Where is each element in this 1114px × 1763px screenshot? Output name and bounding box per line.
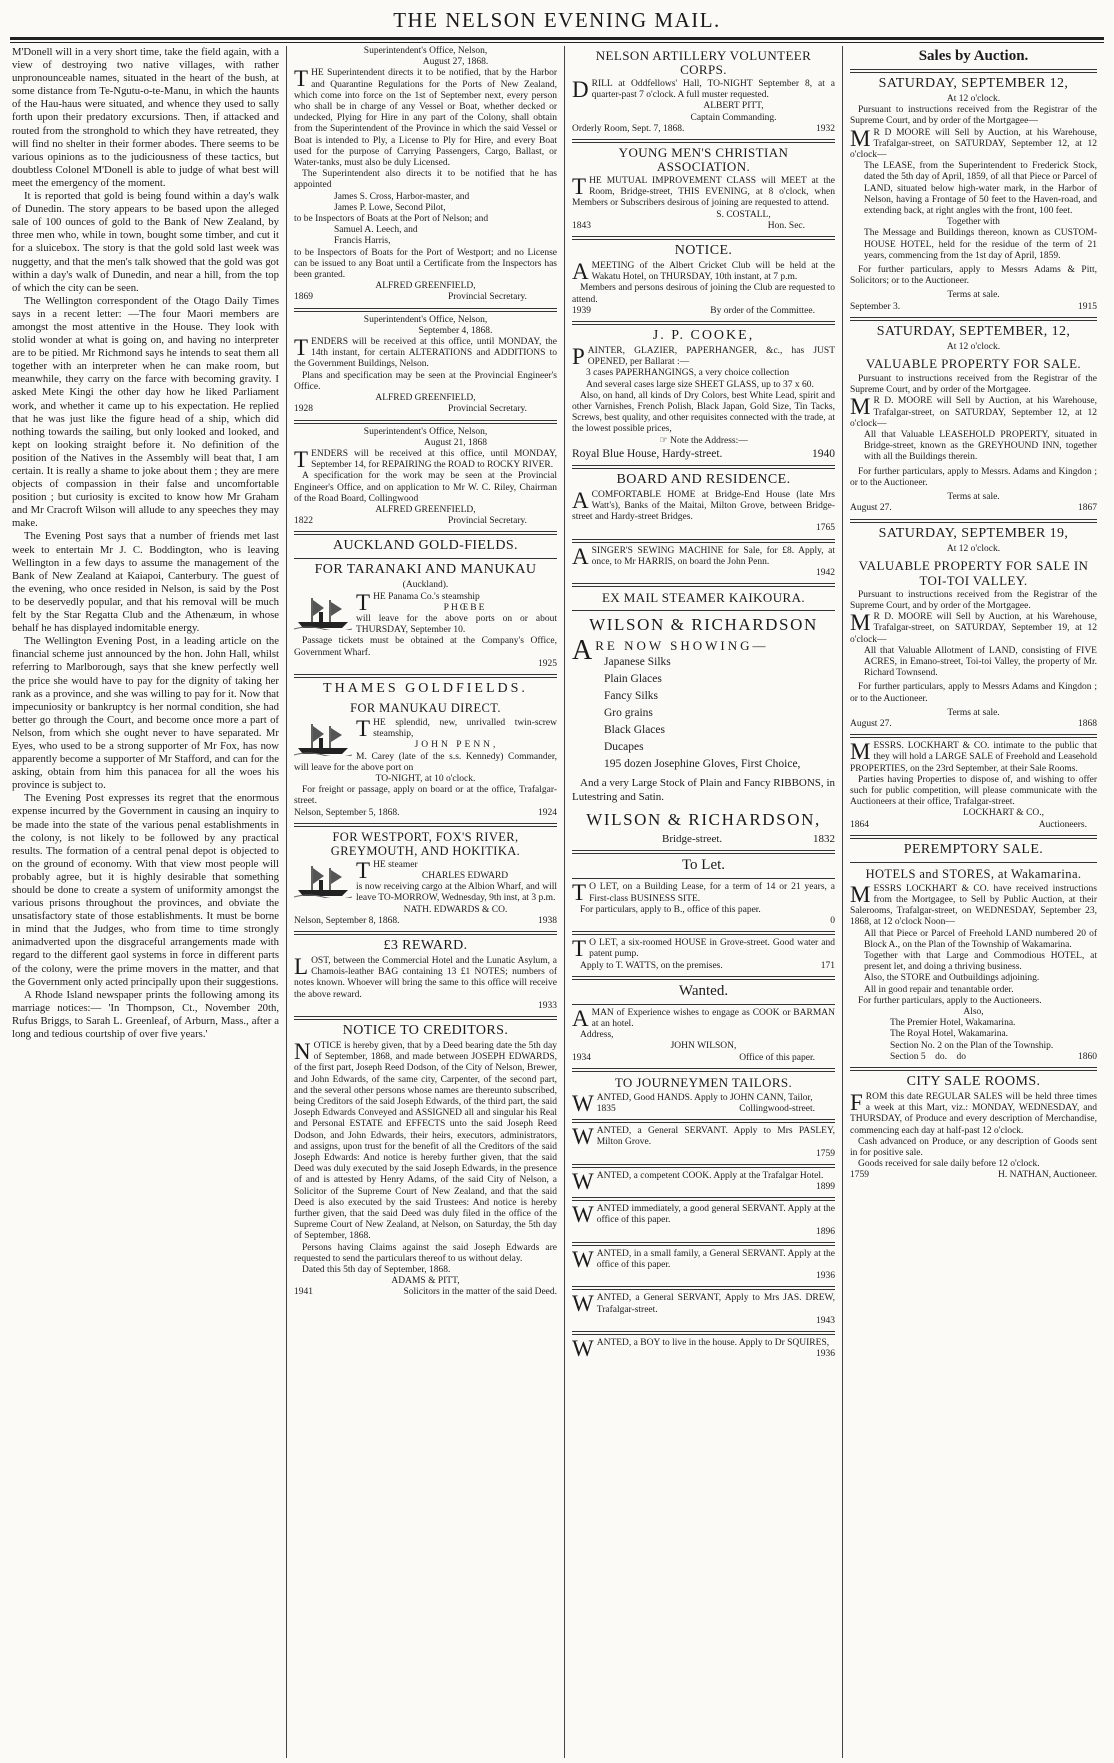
- notice-to-creditors: [294, 1023, 557, 1299]
- text-col3-wanted-5-ref: 1936: [816, 1349, 835, 1360]
- text-col3-b6-body: SINGER'S SEWING MACHINE for Sale, for £8. Apply, at once, to Mr HARRIS, on board the John Penn.: [591, 545, 835, 567]
- text-col3-wanted-1-ref: 1899: [816, 1181, 835, 1192]
- text-col2-a9-drop: N: [294, 1039, 311, 1065]
- text-col2-a5-body2: Passage tickets must be obtained at the Company's Office, Government Wharf.: [294, 636, 557, 658]
- ads-to-let: [572, 857, 835, 971]
- text-col2-a2-role: Provincial Secretary.: [447, 404, 527, 415]
- text-col3-b7-items-3: Gro grains: [604, 707, 653, 720]
- ads-wanted: [572, 983, 835, 1361]
- news-paragraph: M'Donell will in a very short time, take the field again, with a view of destroying two native villages, with rather unpronounceable names, situated in the heart of the bush, at some distance from Te-Ngutu-o-te-Manu, in which the haunts of the Hau-haus were situated, and whence they used to sally forth upon their predatory excursions. Then, if attacked and routed from the stronghold to which they have retreated, they will find no shelter in their former abodes. There seems to be various opinions as to the judiciousness of these tactics, but doubtless Colonel M'Donell is able to judge of what best will meet the emergency of the moment.: [12, 46, 279, 189]
- text-col3-wanted-4-body: ANTED, a General SERVANT, Apply to Mrs JAS. DREW, Trafalgar-street.: [596, 1293, 835, 1315]
- text-col4-d3-ref: 1868: [1078, 718, 1097, 729]
- text-col4-d3-subtitle: VALUABLE PROPERTY FOR SALE IN TOI-TOI VALLEY.: [858, 557, 1089, 588]
- text-col3-b10-body: MAN of Experience wishes to engage as COOK or BARMAN at an hotel.: [591, 1007, 835, 1029]
- text-col4-d3-drop: M: [850, 610, 871, 636]
- steamship-icon: [294, 720, 352, 756]
- ad-cricket-notice: [572, 243, 835, 317]
- text-col3-wanted-1-drop: W: [572, 1168, 594, 1194]
- text-col2-a5-line1: HE Panama Co.'s steamship: [373, 591, 480, 602]
- text-col2-a6-time: TO-NIGHT, at 10 o'clock.: [375, 773, 476, 784]
- text-col2-a7-title: FOR WESTPORT, FOX'S RIVER, GREYMOUTH, AND HOKITIKA.: [330, 829, 521, 858]
- text-col2-a2-dateline1: Superintendent's Office, Nelson,: [363, 314, 488, 325]
- text-col2-a6-subtitle: FOR MANUKAU DIRECT.: [350, 700, 501, 715]
- text-col2-a7-drop: T: [356, 857, 371, 883]
- text-col3-b10-drop: A: [572, 1005, 589, 1031]
- text-col4-d2-lot: All that Valuable LEASEHOLD PROPERTY, situated in Bridge-street, known as the GREYHOUND INN, together with all the Buildings therein.: [864, 430, 1097, 463]
- text-col2-a1-names2: James P. Lowe, Second Pilot,: [334, 202, 446, 213]
- text-col3-b7-firm: WILSON & RICHARDSON: [589, 615, 818, 635]
- text-col3-wanted-4-ref: 1943: [816, 1315, 835, 1326]
- text-col3-b7-items-4: Black Glaces: [604, 724, 665, 737]
- text-col2-a2-body: ENDERS will be received at this office, until MONDAY, the 14th instant, for certain ALTERATIONS and ADDITIONS to the Government Buildings, Nelson.: [294, 337, 557, 370]
- text-col4-d1-together: Together with: [947, 217, 1000, 228]
- text-col3-b11-body: ANTED, Good HANDS. Apply to JOHN CANN, Tailor,: [596, 1092, 813, 1103]
- text-col4-d5-lot3: Also, the STORE and Outbuildings adjoining.: [864, 973, 1040, 984]
- text-col2-a6-drop: T: [356, 715, 371, 741]
- text-col4-d2-further: For further particulars, apply to Messrs. Adams and Kingdon ; or to the Auctioneer.: [850, 466, 1097, 488]
- text-col2-a1-role: Provincial Secretary.: [447, 292, 527, 303]
- text-col3-b7-items-5: Ducapes: [604, 741, 644, 754]
- text-col4-d5-drop: M: [850, 881, 871, 907]
- text-col4-d2-body: R D. MOORE will Sell by Auction, at his Warehouse, Trafalgar-street, on SATURDAY, September 12, at 12 o'clock—: [850, 396, 1097, 429]
- text-col4-d6-title: CITY SALE ROOMS.: [906, 1074, 1041, 1090]
- text-col4-d3-further: For further particulars, apply to Messrs Adams and Kingdon ; or to the Auctioneer.: [850, 682, 1097, 704]
- text-col3-b3-role: By order of the Committee.: [710, 305, 815, 316]
- text-col3-b2-signer: S. COSTALL,: [716, 209, 771, 220]
- text-col4-d2-subtitle: VALUABLE PROPERTY FOR SALE.: [865, 356, 1082, 372]
- text-col2-a9-title: NOTICE TO CREDITORS.: [342, 1023, 509, 1039]
- text-col4-d5-also3: The Royal Hotel, Wakamarina.: [890, 1029, 1009, 1040]
- column-notices: [286, 46, 564, 1758]
- text-col4-d6-signer: H. NATHAN, Auctioneer.: [998, 1170, 1097, 1181]
- text-col4-d4-body2: Parties having Properties to dispose of, and wishing to offer such for public competition, will please communicate with the Auctioneers at their office, Trafalgar-street.: [850, 774, 1097, 808]
- text-col2-a9-signer: ADAMS & PITT,: [391, 1276, 460, 1287]
- ad-artillery: [572, 49, 835, 135]
- text-col3-wanted-3-ref: 1936: [816, 1271, 835, 1282]
- text-col4-d2-date: August 27.: [850, 503, 892, 514]
- text-col4-d2-time: At 12 o'clock.: [946, 341, 1001, 352]
- text-col2-a3-signer: ALFRED GREENFIELD,: [375, 504, 476, 515]
- column-advertisements: [564, 46, 842, 1758]
- text-col3-b4-address: Royal Blue House, Hardy-street.: [572, 447, 723, 460]
- text-col4-d4-signer: LOCKHART & CO.,: [962, 808, 1045, 819]
- text-col3-b7-items-0: Japanese Silks: [604, 656, 671, 669]
- text-col4-d5-also: Also,: [963, 1007, 984, 1017]
- text-col2-a2-drop: T: [294, 335, 309, 361]
- text-col4-d1-intro: Pursuant to instructions received from the Registrar of the Supreme Court, and by order of the Mortgagee—: [850, 105, 1097, 127]
- text-col2-a7-date: Nelson, September 8, 1868.: [294, 915, 400, 926]
- text-col3-b4-drop: P: [572, 344, 585, 370]
- text-col4-d1-title: SATURDAY, SEPTEMBER 12,: [878, 76, 1069, 91]
- text-col3-b10-role: Office of this paper.: [739, 1052, 815, 1063]
- text-col4-d1-terms: Terms at sale.: [947, 290, 1000, 301]
- text-col2-a2-ref: 1928: [294, 404, 313, 415]
- text-col4-d6-body2: Cash advanced on Produce, or any description of Goods sent in for positive sale.: [850, 1136, 1097, 1159]
- text-col4-d1-lot: The LEASE, from the Superintendent to Frederick Stock, dated the 5th day of April, 1859, of all that Piece or Parcel of LAND, situated below high-water mark, in the Harbor of Nelson, having a Frontage of 50 feet to the Haven-road, and extending back, at right angles with the front, 100 feet.: [864, 161, 1097, 217]
- text-col4-d5-also5b: do.: [935, 1051, 947, 1062]
- text-col3-b11-role: Collingwood-street.: [739, 1103, 815, 1114]
- text-col2-a1-names4: Francis Harris,: [334, 236, 391, 247]
- text-col4-d4-body: ESSRS. LOCKHART & CO. intimate to the public that they will hold a LARGE SALE of Freehold and Leasehold PROPERTIES, on the 23rd September, at their Sale Rooms.: [850, 741, 1097, 774]
- text-col3-b7-items-2: Fancy Silks: [604, 690, 658, 703]
- text-col3-b3-drop: A: [572, 259, 589, 285]
- ad-lockhart-sale: [850, 741, 1097, 831]
- text-col4-d1-ref: 1915: [1078, 301, 1097, 312]
- text-col3-b7-body: And a very Large Stock of Plain and Fancy RIBBONS, in Lutestring and Satin.: [572, 777, 835, 804]
- notice-harbor: [294, 46, 557, 304]
- text-col3-b5-ref: 1765: [816, 523, 835, 534]
- notice-tenders-buildings: [294, 315, 557, 416]
- text-col3-b9-ref: 171: [820, 960, 835, 971]
- ad-steamer-john-penn: [294, 681, 557, 819]
- text-col2-a1-body2: The Superintendent also directs it to be notified that he has appointed: [294, 169, 557, 191]
- text-col4-d5-also5a: Section 5: [890, 1051, 926, 1062]
- text-col4-d2-drop: M: [850, 394, 871, 420]
- text-col4-d4-ref: 1864: [850, 819, 869, 830]
- text-col2-a1-names1: James S. Cross, Harbor-master, and: [334, 191, 470, 202]
- text-col3-wanted-0-body: ANTED, a General SERVANT. Apply to Mrs PASLEY, Milton Grove.: [596, 1126, 835, 1148]
- text-col3-b5-drop: A: [572, 487, 589, 513]
- text-col3-wanted-5-drop: W: [572, 1335, 594, 1361]
- text-col2-a8-title: £3 REWARD.: [383, 938, 468, 953]
- text-col3-b2-drop: T: [572, 174, 587, 200]
- masthead-title: THE NELSON EVENING MAIL.: [393, 8, 721, 32]
- text-col2-a2-dateline2: September 4, 1868.: [418, 325, 493, 336]
- text-col2-a1-body: HE Superintendent directs it to be notified, that by the Harbor and Quarantine Regulations for the Ports of New Zealand, which come into force on the 1st of September next, every person who shall be in charge of any Vessel or Boat, whether decked or undecked, Plying for Hire in any part of the Colony, shall obtain from the Superintendent of the Province in which the said Vessel or Boat is intended to Ply, a License to Ply for Hire, and every Boat used for the purpose of Carrying Passengers, Cargo, Ballast, or Water-tanks, must also be duly Licensed.: [294, 68, 557, 169]
- text-col2-a1-ref: 1869: [294, 292, 313, 303]
- text-col2-a1-names3: Samuel A. Leech, and: [334, 225, 418, 236]
- text-col3-b8-body2: For particulars, apply to B., office of this paper.: [580, 904, 761, 915]
- text-col2-a6-body: M. Carey (late of the s.s. Kennedy) Commander, will leave for the above port on: [294, 751, 557, 773]
- text-col3-b10-address: Address,: [580, 1030, 614, 1041]
- ad-sewing-machine: [572, 543, 835, 580]
- text-col3-b2-ref: 1843: [572, 220, 591, 231]
- ad-board-residence: [572, 472, 835, 535]
- text-col2-a1-dateline1: Superintendent's Office, Nelson,: [363, 46, 488, 56]
- text-col2-a3-body: ENDERS will be received at this office, until MONDAY, September 14, for REPAIRING the ROAD to ROCKY RIVER.: [311, 448, 557, 471]
- text-col4-d6-body3: Goods received for sale daily before 12 o'clock.: [858, 1159, 1040, 1170]
- text-col2-a9-role: Solicitors in the matter of the said Deed.: [403, 1287, 557, 1298]
- text-col3-b1-ref: 1932: [816, 123, 835, 134]
- text-col2-a5-ship: PHŒBE: [443, 602, 487, 613]
- text-col3-b10-signer: JOHN WILSON,: [670, 1041, 737, 1052]
- text-col3-b2-body: HE MUTUAL IMPROVEMENT CLASS will MEET at the Room, Bridge-street, THIS EVENING, at 8 o'clock, when Members or Subscribers desirous of joining are requested to attend.: [572, 176, 835, 209]
- text-col3-wanted-0-ref: 1759: [816, 1148, 835, 1159]
- text-col4-d1-drop: M: [850, 125, 871, 151]
- ad-ymca: [572, 146, 835, 232]
- text-col3-b11-title: TO JOURNEYMEN TAILORS.: [614, 1074, 793, 1090]
- text-col3-b11-drop: W: [572, 1090, 594, 1116]
- text-col2-a6-ref: 1924: [538, 807, 557, 818]
- text-col3-b3-ref: 1939: [572, 305, 591, 316]
- text-col3-b11-ref: 1835: [596, 1103, 616, 1114]
- text-col4-d6-ref: 1759: [850, 1170, 869, 1181]
- text-col3-b5-body: COMFORTABLE HOME at Bridge-End House (late Mrs Watt's), Banks of the Maitai, Milton Grove, between Bridge-street and Hardy-street Bridges.: [572, 489, 835, 523]
- text-col4-d3-body: R D. MOORE will Sell by Auction, at his Warehouse, Trafalgar-street, on SATURDAY, September 19, at 12 o'clock—: [850, 612, 1097, 645]
- text-col2-a6-title: THAMES GOLDFIELDS.: [323, 680, 528, 696]
- text-col2-a3-body2: A specification for the work may be seen at the Provincial Engineer's Office, and on application to Mr W. C. Riley, Chairman of the Road Board, Collingwood: [294, 471, 557, 504]
- text-col2-a8-body: OST, between the Commercial Hotel and the Lunatic Asylum, a Chamois-leather BAG containing 13 £1 NOTES; numbers of notes known. Whoever will bring the same to this office will receive the above reward.: [294, 956, 557, 1000]
- text-col3-b9-drop: T: [572, 936, 587, 962]
- text-col4-d5-title: PEREMPTORY SALE.: [903, 841, 1044, 857]
- text-col4-d6-drop: F: [850, 1090, 863, 1116]
- text-col4-d5-lot2: Together with that Large and Commodious HOTEL, at present let, and doing a thriving business.: [864, 950, 1097, 973]
- text-col3-wanted-3-body: ANTED, in a small family, a General SERVANT. Apply at the office of this paper.: [596, 1248, 835, 1270]
- text-col3-b1-drop: D: [572, 77, 589, 102]
- text-col2-a8-ref: 1933: [538, 1000, 557, 1011]
- text-col3-wanted-2-drop: W: [572, 1202, 594, 1228]
- text-col4-d4-role: Auctioneers.: [1038, 819, 1087, 830]
- text-col2-a1-body4: to be Inspectors of Boats for the Port of Westport; and no License can be issued to any Boat until a Certificate from the Inspectors has been granted.: [294, 247, 557, 281]
- text-col3-b7-firm2: WILSON & RICHARDSON,: [586, 810, 821, 830]
- text-col2-a1-drop: T: [294, 66, 309, 92]
- text-col3-b7-showing: RE NOW SHOWING—: [595, 638, 769, 654]
- news-paragraph: The Wellington Evening Post, in a leading article on the financial scheme just announced by the hon. John Hall, whilst referring to Marlborough, says that she knew perfectly well the price she would have to pay for the dignity of taking her rank as a province, and she was willing to pay for it. Now that impecuniosity or bankruptcy is her normal condition, she had better go through the Court, and become once more a part of Nelson, from which she ought never to have separated. Mr Eyes, who used to be a strong supporter of Mr Fox, has now apparently become a supporter of Mr Stafford, and can for the asking, obtain from him this panacea for all the woes his province is subject to.: [12, 635, 279, 792]
- text-col3-wanted-0-drop: W: [572, 1124, 594, 1150]
- text-col3-b7-title: EX MAIL STEAMER KAIKOURA.: [601, 590, 806, 606]
- text-col3-b4-body2: Also, on hand, all kinds of Dry Colors, best White Lead, spirit and other Varnishes, French Polish, Black Japan, Gold Size, Tin Tacks, Screws, best quality, and other requisites connected with the trade, at the lowest possible prices,: [572, 390, 835, 435]
- text-col2-a5-drop: T: [356, 589, 371, 615]
- text-col4-d6-body: ROM this date REGULAR SALES will be held three times a week at this Mart, viz.: MONDAY, WEDNESDAY, and THURSDAY, of Produce and every description of Merchandise, commencing each day at half-past 12 o'clock.: [850, 1092, 1097, 1136]
- text-col3-b1-body: RILL at Oddfellows' Hall, TO-NIGHT September 8, at a quarter-past 7 o'clock. A full muster requested.: [591, 79, 835, 101]
- news-paragraph: The Evening Post says that a number of friends met last week to entertain Mr J. C. Boddington, who is leaving Wellington in a few days to assume the management of the Bank of New Zealand at Kaiapoi, Canterbury. The guest of the evening, who once resided in Nelson, is said by the Post to be deservedly popular, and that his removal will be much felt by the Star Regatta Club and the Athenæum, in whose behalf he has displayed indomitable energy.: [12, 530, 279, 635]
- text-col3-b3-title: NOTICE.: [674, 243, 733, 259]
- text-col4-d5-also4: Section No. 2 on the Plan of the Township.: [890, 1040, 1054, 1051]
- ad-wilson-richardson: [572, 590, 835, 846]
- column-auctions: [842, 46, 1104, 1758]
- text-col2-a9-body2: Persons having Claims against the said Joseph Edwards are requested to send the particulars thereof to us without delay.: [294, 1242, 557, 1264]
- text-col3-b1-signer: ALBERT PITT,: [703, 101, 764, 112]
- text-col4-d5-lot4: All in good repair and tenantable order.: [864, 984, 1014, 995]
- steamship-icon: [294, 862, 352, 898]
- text-col4-d3-lot: All that Valuable Allotment of LAND, consisting of FIVE ACRES, in Emano-street, Toi-toi Valley, the property of Mr. Richard Townsend.: [864, 645, 1097, 679]
- text-col2-a9-ref: 1941: [294, 1287, 313, 1298]
- notice-tenders-road: [294, 427, 557, 528]
- text-col3-b4-line2: And several cases large size SHEET GLASS, up to 37 x 60.: [586, 379, 814, 390]
- text-col2-a5-body: will leave for the above ports on or about THURSDAY, September 10.: [356, 613, 557, 636]
- text-col4-d3-intro: Pursuant to instructions received from the Registrar of the Supreme Court, and by order of the Mortgagee.: [850, 589, 1097, 611]
- ad-city-sale-rooms: [850, 1074, 1097, 1182]
- text-col3-wanted-2-ref: 1896: [816, 1226, 835, 1237]
- text-col3-b4-body: AINTER, GLAZIER, PAPERHANGER, &c., has JUST OPENED, per Ballarat :—: [587, 346, 835, 368]
- text-col4-d5-subtitle: HOTELS and STORES, at Wakamarina.: [865, 866, 1082, 881]
- text-col2-a6-ship: JOHN PENN,: [414, 740, 499, 751]
- text-col3-b6-drop: A: [572, 543, 589, 569]
- text-col2-a6-date: Nelson, September 5, 1868.: [294, 807, 400, 818]
- signature: ALFRED GREENFIELD,: [375, 281, 476, 292]
- text-col2-a6-line1: HE splendid, new, unrivalled twin-screw steamship,: [373, 717, 557, 740]
- text-col4-d3-date: August 27.: [850, 718, 892, 729]
- text-col3-b3-body: MEETING of the Albert Cricket Club will be held at the Wakatu Hotel, on THURSDAY, 10th instant, at 7 p.m.: [591, 261, 835, 283]
- heading-auckland-gold-fields: AUCKLAND GOLD-FIELDS.: [333, 538, 518, 554]
- text-col4-d5-lot: All that Piece or Parcel of Freehold LAND numbered 20 of Block A., on the Plan of the Township of Wakamarina.: [864, 928, 1097, 950]
- text-col2-a5-ref: 1925: [538, 658, 557, 669]
- news-paragraph: A Rhode Island newspaper prints the following among its marriage notices:— 'In Thompson, Ct., November 20th, Rufus Briggs, to Sarah L. Greenleaf, of Arburn, Mass., after a long and tedious courtship of over five years.': [12, 988, 279, 1041]
- text-col2-a5-title: FOR TARANAKI AND MANUKAU: [314, 562, 537, 578]
- pointing-hand-icon: ☞: [659, 435, 668, 446]
- text-col2-a7-body: is now receiving cargo at the Albion Wharf, and will leave TO-MORROW, Wednesday, 9th inst, at 3 p.m.: [356, 882, 557, 904]
- text-col2-a8-drop: L: [294, 954, 309, 979]
- text-col3-wanted-1-body: ANTED, a competent COOK. Apply at the Trafalgar Hotel.: [596, 1170, 824, 1181]
- text-col4-d4-drop: M: [850, 739, 871, 765]
- text-col2-a3-role: Provincial Secretary.: [447, 516, 527, 527]
- text-col3-b8-drop: T: [572, 880, 587, 906]
- text-col3-b7-items-1: Plain Glaces: [604, 673, 662, 686]
- text-col4-d1-lot2: The Message and Buildings thereon, known as CUSTOM-HOUSE HOTEL, held for the residue of the term of 21 years, commencing from the 1st day of April, 1859.: [864, 228, 1097, 261]
- text-col4-d1-further: For further particulars, apply to Messrs Adams & Pitt, Solicitors; or to the Auctioneer.: [850, 265, 1097, 287]
- text-col3-b1-from: Orderly Room, Sept. 7, 1868.: [572, 123, 685, 134]
- text-col3-b7-street: Bridge-street.: [662, 833, 723, 846]
- text-col4-d2-intro: Pursuant to instructions received from the Registrar of the Supreme Court, and by order of the Mortgagee.: [850, 374, 1097, 396]
- text-col2-a9-body: OTICE is hereby given, that by a Deed bearing date the 5th day of September, 1868, and made between JOSEPH EDWARDS, of the first part, Joseph Reed Dodson, of the City of Nelson, Brewer, and John Edwards, of the same city, Carpenter, of the second part, and the several other persons whose names are thereunto subscribed, being Creditors of the said Joseph Edwards, of the third part, the said Joseph Edwards Conveyed and ASSIGNED all and singular his Real and Personal ESTATE and EFFECTS unto the said Joseph Reed Dodson, and John Edwards, their heirs, executors, administrators, and assigns, upon trust for the benefit of all the Creditors of the said Joseph Edwards: And notice is hereby further given, that the said Deed was duly executed by the said Joseph Edwards, in the presence of and is attested by Henry Adams, of the said City of Nelson, a Solicitor of the Supreme Court of New Zealand, and that the said Deed is also executed by the said Trustees: And notice is hereby further given, that the said Deed was duly filed in the office of the Supreme Court of New Zealand, at Nelson, on Saturday, the 5th day of September, 1868.: [294, 1041, 557, 1242]
- text-col2-a7-signer: NATH. EDWARDS & CO.: [403, 904, 508, 915]
- text-col4-d1-body: R D MOORE will Sell by Auction, at his Warehouse, Trafalgar-street, on SATURDAY, September 12, at 12 o'clock—: [850, 127, 1097, 161]
- text-col3-b3-body2: Members and persons desirous of joining the Club are requested to attend.: [572, 283, 835, 305]
- text-col3-b4-title: J. P. COOKE,: [652, 328, 755, 344]
- text-col3-wanted-2-body: ANTED immediately, a good general SERVANT. Apply at the office of this paper.: [596, 1204, 835, 1226]
- masthead-rule: [10, 37, 1104, 40]
- text-col4-d2-terms: Terms at sale.: [947, 492, 1000, 503]
- text-col4-d3-time: At 12 o'clock.: [946, 543, 1001, 554]
- text-col2-a7-line1: HE steamer: [373, 859, 418, 870]
- text-col4-d3-terms: Terms at sale.: [947, 707, 1000, 718]
- text-col3-b8-body: O LET, on a Building Lease, for a term of 14 or 21 years, a First-class BUSINESS SITE.: [589, 882, 835, 904]
- column-news: [10, 46, 286, 1758]
- text-col2-a1-dateline2: August 27, 1868.: [422, 57, 489, 68]
- text-col3-b10-ref: 1934: [572, 1052, 591, 1063]
- text-col3-b7-items-6: 195 dozen Josephine Gloves, First Choice,: [604, 758, 801, 771]
- text-col3-b9-body: O LET, a six-roomed HOUSE in Grove-street. Good water and patent pump.: [589, 938, 835, 960]
- text-col2-a2-signer: ALFRED GREENFIELD,: [375, 393, 476, 404]
- ad-steamer-phoebe: [294, 562, 557, 670]
- text-col3-wanted-3-drop: W: [572, 1246, 594, 1272]
- text-col3-b4-ref: 1940: [812, 447, 835, 460]
- columns: [10, 46, 1104, 1758]
- text-col4-d1-date: September 3.: [850, 301, 901, 312]
- text-col4-d2-title: SATURDAY, SEPTEMBER, 12,: [876, 323, 1071, 339]
- text-col2-a2-body2: Plans and specification may be seen at the Provincial Engineer's Office.: [294, 370, 557, 392]
- text-col4-d5-also2: The Premier Hotel, Wakamarina.: [890, 1018, 1016, 1029]
- text-col3-b8-title: To Let.: [681, 857, 726, 874]
- text-col2-a3-dateline1: Superintendent's Office, Nelson,: [363, 426, 488, 437]
- steamship-icon: [294, 594, 352, 630]
- text-col4-d5-also5c: do: [956, 1051, 966, 1062]
- text-col3-b7-drop: A: [572, 635, 593, 667]
- text-col4-d2-ref: 1867: [1078, 503, 1097, 514]
- text-col4-d1-time: At 12 o'clock.: [946, 94, 1001, 104]
- text-col4-d3-title: SATURDAY, SEPTEMBER 19,: [878, 525, 1069, 541]
- text-col3-b4-note: Note the Address:—: [670, 435, 748, 446]
- auction-greyhound-inn: [850, 324, 1097, 515]
- text-col3-b7-ref: 1832: [813, 833, 835, 846]
- text-col2-a7-ref: 1938: [538, 915, 557, 926]
- text-col4-d5-body: ESSRS LOCKHART & CO. have received instructions from the Mortgagee, to Sell by Public Auction, at their Salerooms, Trafalgar-street, on WEDNESDAY, September 23, 1868, at 12 o'clock Noon—: [850, 883, 1097, 928]
- text-col3-b6-ref: 1942: [816, 568, 835, 579]
- text-col3-b1-role: Captain Commanding.: [690, 112, 777, 123]
- text-col3-b9-body2: Apply to T. WATTS, on the premises.: [580, 960, 723, 971]
- news-paragraph: It is reported that gold is being found within a day's walk of Dunedin. The story appears to be based upon the alleged sale of 100 ounces of gold to the Bank of New Zealand, by three men who, while in town, bought some timber, and cut it for a sluicebox. The story is that the gold sold last week was nuggetty, and that the men's talk showed that the gold was got within a day's walk of Dunedin, and near a hill, from the top of which the city can be seen.: [12, 190, 279, 294]
- auction-custom-house-hotel: [850, 76, 1097, 313]
- text-col2-a3-dateline2: August 21, 1868: [423, 437, 488, 448]
- news-paragraph: The Wellington correspondent of the Otago Daily Times says in a recent letter: —The four Maori members are amongst the most attentive in the House. They look with stolid wonder at what is going on, and having no interpreter are to be pitied. Mr Richmond says he intends to seat them all together with an interpreter when he can make room, but meanwhile, they carry on the farce with becoming gravity. I asked Mete Kingi the other day how he liked Parliament work, and whether it came up to his expectation. He replied that he was just like the figure head of a ship, which did nothing towards the sailing, but only looked and looked, and kept on looking straight before it. No definition of the position of the Natives in the Assembly will beat that, I am certain. It is really a shame to joke about them ; they are mere objects of compassion in their false and uncomfortable position ; but curiosity is excited to know how Mr Graham and Mr Cracroft Wilson will allude to any speeches they may make.: [12, 294, 279, 530]
- text-col2-a7-ship: CHARLES EDWARD: [421, 870, 509, 881]
- text-col4-d5-further: For further particulars, apply to the Auctioneers.: [858, 995, 1042, 1006]
- ad-reward: [294, 938, 557, 1012]
- auction-wakamarina: [850, 842, 1097, 1063]
- text-col3-wanted-4-drop: W: [572, 1291, 594, 1317]
- text-col2-a3-drop: T: [294, 446, 309, 472]
- ad-cooke: [572, 328, 835, 461]
- text-col3-b10-title: Wanted.: [678, 982, 729, 999]
- text-col3-b2-title: YOUNG MEN'S CHRISTIAN ASSOCIATION.: [618, 145, 789, 175]
- text-col3-b2-role: Hon. Sec.: [767, 220, 805, 231]
- text-col2-a9-body3: Dated this 5th day of September, 1868.: [302, 1265, 451, 1276]
- text-col3-b4-line1: 3 cases PAPERHANGINGS, a very choice collection: [586, 368, 790, 379]
- news-paragraph: The Evening Post expresses its regret that the enormous expense incurred by the Government in causing an inquiry to be made into the state of the various penal establishments in the colony, is not likely to be followed by any practical results. The formation of a central penal depot is objected to on the ground of economy. With that view most people will probably agree, but it is highly desirable that something should be done to create a system of uniformity amongst the various prisons throughout the provinces, and obviate the unsatisfactory state of those establishments. It must be borne in mind that the Judges, who from time to time strongly animadverted upon the disgraceful arrangements made with regard to the different gaol systems in force in different parts of the colony, were the prime movers in the matter, and that the Government only acted principally upon their suggestions.: [12, 792, 279, 988]
- auction-toi-toi-valley: [850, 526, 1097, 731]
- text-col3-b1-title: NELSON ARTILLERY VOLUNTEER CORPS.: [595, 48, 812, 77]
- text-col3-b5-title: BOARD AND RESIDENCE.: [616, 471, 791, 487]
- text-col3-b8-ref: 0: [830, 915, 835, 926]
- text-col2-a3-ref: 1822: [294, 516, 313, 527]
- text-col2-a1-body3: to be Inspectors of Boats at the Port of Nelson; and: [294, 214, 489, 225]
- text-col2-a6-body2: For freight or passage, apply on board or at the office, Trafalgar-street.: [294, 785, 557, 807]
- text-col4-d5-ref: 1860: [1078, 1051, 1097, 1062]
- text-col3-wanted-5-body: ANTED, a BOY to live in the house. Apply to Dr SQUIRES,: [596, 1337, 830, 1348]
- ad-steamer-charles-edward: [294, 830, 557, 927]
- text-col2-a5-subtitle: (Auckland).: [402, 580, 449, 591]
- heading-sales-by-auction: Sales by Auction.: [918, 48, 1029, 64]
